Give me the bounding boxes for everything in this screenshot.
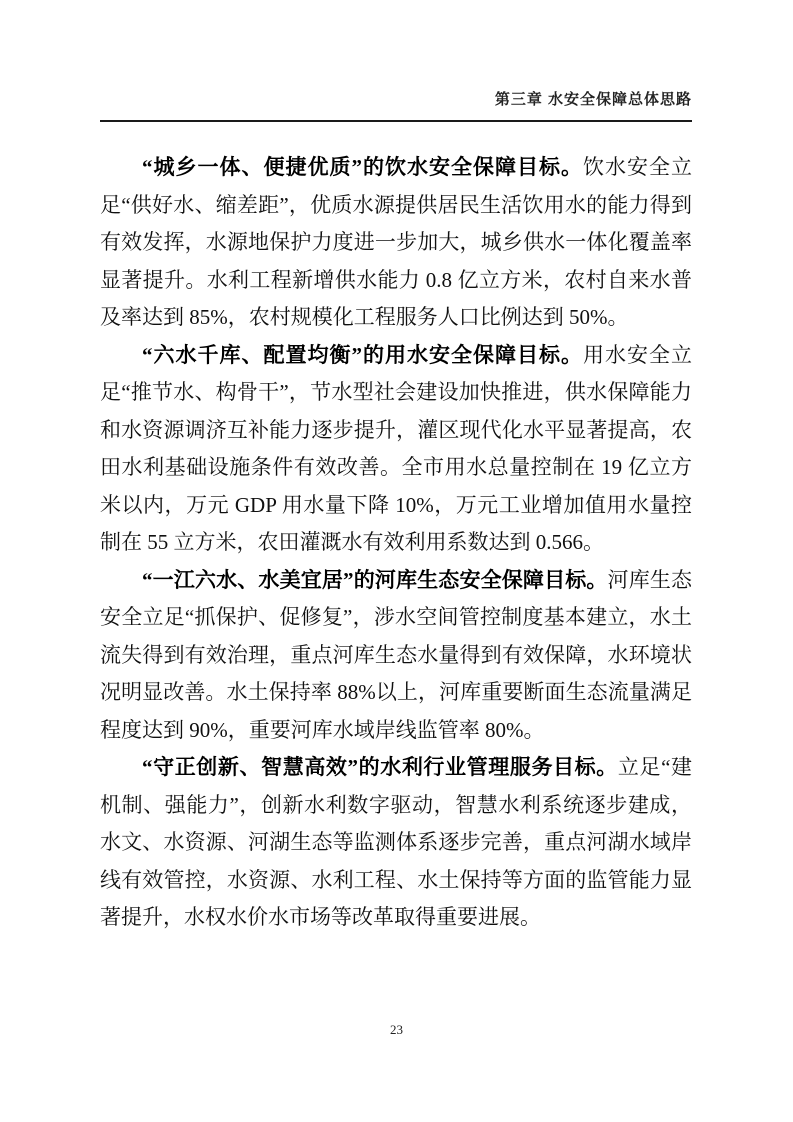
running-header	[100, 88, 692, 109]
paragraph-text: 河库生态安全立足“抓保护、促修复”，涉水空间管控制度基本建立，水土流失得到有效治理，重点河库生态水量得到有效保障，水环境状况明显改善。水土保持率 88%以上，河库重要断面生态流量满足程度达到 90%，重要河库水域岸线监管率 80%。	[100, 567, 693, 742]
paragraph-text: 立足“建机制、强能力”，创新水利数字驱动，智慧水利系统逐步建成，水文、水资源、河湖生态等监测体系逐步完善，重点河湖水域岸线有效管控，水资源、水利工程、水土保持等方面的监管能力显著提升，水权水价水市场等改革取得重要进展。	[100, 755, 693, 929]
paragraph-industry-management-goal	[100, 749, 692, 937]
document-body	[100, 149, 692, 937]
chapter-title: 第三章 水安全保障总体思路	[494, 91, 692, 108]
paragraph-text: 饮水安全立足“供好水、缩差距”，优质水源提供居民生活饮用水的能力得到有效发挥，水源地保护力度进一步加大，城乡供水一体化覆盖率显著提升。水利工程新增供水能力 0.8 亿立方米，农村自来水普及率达到 85%，农村规模化工程服务人口比例达到 50%。	[100, 155, 692, 329]
header-rule	[100, 120, 692, 122]
page-number: 23	[390, 1022, 403, 1037]
page-footer	[0, 1022, 793, 1038]
paragraph-river-ecology-goal	[100, 562, 692, 750]
paragraph-lead: “一江六水、水美宜居”的河库生态安全保障目标。	[142, 567, 608, 592]
paragraph-water-use-goal	[100, 337, 692, 562]
paragraph-text: 用水安全立足“推节水、构骨干”，节水型社会建设加快推进，供水保障能力和水资源调济互补能力逐步提升，灌区现代化水平显著提高，农田水利基础设施条件有效改善。全市用水总量控制在 19 亿立方米以内，万元 GDP 用水量下降 10%，万元工业增加值用水量控制在 55 立方米，农田灌溉水有效利用系数达到 0.566。	[100, 342, 692, 554]
paragraph-lead: “六水千库、配置均衡”的用水安全保障目标。	[142, 342, 583, 367]
paragraph-drinking-water-goal	[100, 149, 692, 337]
paragraph-lead: “城乡一体、便捷优质”的饮水安全保障目标。	[142, 155, 583, 179]
paragraph-lead: “守正创新、智慧高效”的水利行业管理服务目标。	[142, 755, 618, 779]
